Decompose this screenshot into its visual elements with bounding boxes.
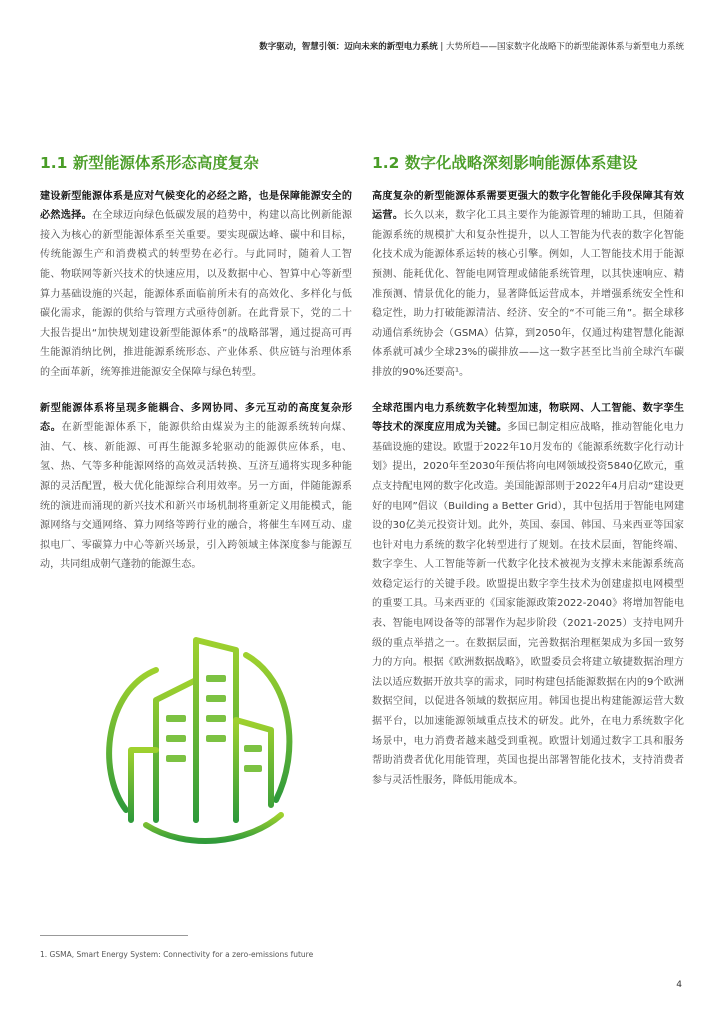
right-p2-lead: 全球范围内电力系统数字化转型加速，物联网、人工智能、数字孪生等技术的深度应用成为关键。 — [372, 402, 684, 434]
right-paragraph-2 — [372, 399, 684, 791]
header-separator: | — [437, 42, 446, 52]
left-paragraph-1 — [40, 187, 352, 383]
footnote: 1. GSMA, Smart Energy System: Connectivity for a zero-emissions future — [40, 950, 314, 959]
page-number: 4 — [676, 980, 682, 990]
left-p2-lead: 新型能源体系将呈现多能耦合、多网协同、多元互动的高度复杂形态。 — [40, 402, 352, 434]
right-p1-body: 长久以来，数字化工具主要作为能源管理的辅助工具，但随着能源系统的规模扩大和复杂性提升，以人工智能为代表的数字化智能化技术成为能源体系运转的核心引擎。例如，人工智能技术用于能源预测、能耗优化、智能电网管理或储能系统管理，以其快速响应、精准预测、情景优化的能力，显著降低运营成本，并增强系统安全性和稳定性，助力打破能源清洁、经济、安全的“不可能三角”。据全球移动通信系统协会（GSMA）估算，到2050年，仅通过构建智慧化能源体系就可减少全球23%的碳排放——这一数字甚至比当前全球汽车碳排放的90%还要高¹。 — [372, 210, 685, 378]
footnote-divider — [40, 935, 188, 936]
left-p2-body: 在新型能源体系下，能源供给由煤炭为主的能源系统转向煤、油、气、核、新能源、可再生能源多轮驱动的能源供应体系，电、氢、热、气等多种能源网络的高效灵活转换、互济互通将实现多种能源的灵活配置，极大优化能源综合利用效率。另一方面，伴随能源系统的演进而涌现的新兴技术和新兴市场机制将重新定义用能模式，能源网络与交通网络、算力网络等跨行业的融合，将催生车网互动、虚拟电厂、零碳算力中心等新兴场景，引入跨领域主体深度参与能源互动，共同组成朝气蓬勃的能源生态。 — [40, 422, 353, 571]
left-p1-body: 在全球迈向绿色低碳发展的趋势中，构建以高比例新能源接入为核心的新型能源体系至关重要。要实现碳达峰、碳中和目标，传统能源生产和消费模式的转型势在必行。与此同时，随着人工智能、物联网等新兴技术的快速应用，以及数据中心、智算中心等新型算力基础设施的兴起，能源体系面临前所未有的高效化、多样化与低碳化需求，能源的供给与管理方式亟待创新。在此背景下，党的二十大报告提出“加快规划建设新型能源体系”的战略部署，通过提高可再生能源消纳比例，推进能源系统形态、产业体系、供应链与治理体系的全面革新，统筹推进能源安全保障与绿色转型。 — [40, 210, 353, 378]
left-column — [40, 154, 352, 591]
green-city-leaf-icon — [86, 620, 306, 860]
header-subtitle: 大势所趋——国家数字化战略下的新型能源体系与新型电力系统 — [445, 42, 684, 52]
right-column — [372, 154, 684, 806]
running-header — [259, 40, 684, 52]
right-p2-body: 多国已制定相应战略，推动智能化电力基础设施的建设。欧盟于2022年10月发布的《能源系统数字化行动计划》提出，2020年至2030年预估将向电网领域投资5840亿欧元，重点支持配电网的数字化改造。美国能源部则于2022年4月启动“建设更好的电网”倡议（Building a Better Grid），其中包括用于智能电网建设的30亿美元投资计划。此外，英国、泰国、韩国、马来西亚等国家也针对电力系统的数字化转型进行了规划。在技术层面，智能终端、数字孪生、人工智能等新一代数字化技术被视为支撑未来能源系统高效稳定运行的关键手段。欧盟提出数字孪生技术为创建虚拟电网模型的重要工具。马来西亚的《国家能源政策2022-2040》将增加智能电表、智能电网设备等的部署作为起步阶段（2021-2025）支持电网升级的重点举措之一。在数据层面，完善数据治理框架成为多国一致努力的方向。根据《欧洲数据战略》，欧盟委员会将建立敏捷数据治理方法以适应数据开放共享的需求，同时构建包括能源数据在内的9个欧洲数据空间，以促进各领域的数据应用。韩国也提出构建能源运营大数据平台，以加速能源领域重点技术的研发。此外，在电力系统数字化场景中，电力消费者越来越受到重视。欧盟计划通过数字工具和服务帮助消费者优化用能管理，英国也提出部署智能化技术，支持消费者参与灵活性服务，降低用能成本。 — [372, 422, 685, 786]
section-heading-1-2: 1.2 数字化战略深刻影响能源体系建设 — [372, 154, 638, 172]
right-paragraph-1 — [372, 187, 684, 383]
left-p1-lead: 建设新型能源体系是应对气候变化的必经之路，也是保障能源安全的必然选择。 — [40, 190, 352, 222]
header-title: 数字驱动，智慧引领：迈向未来的新型电力系统 — [259, 42, 438, 52]
right-p1-lead: 高度复杂的新型能源体系需要更强大的数字化智能化手段保障其有效运营。 — [372, 190, 684, 222]
left-paragraph-2 — [40, 399, 352, 575]
section-heading-1-1: 1.1 新型能源体系形态高度复杂 — [40, 154, 259, 172]
